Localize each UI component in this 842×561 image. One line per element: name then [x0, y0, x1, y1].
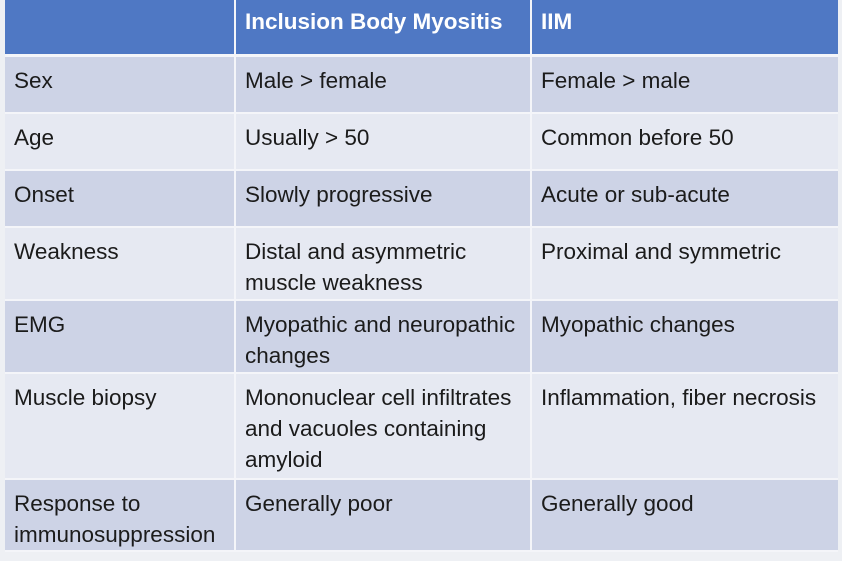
comparison-table	[5, 0, 838, 552]
ibm-cell: Usually > 50	[236, 114, 532, 171]
table-row-response	[5, 480, 838, 552]
iim-cell: Myopathic changes	[532, 301, 838, 374]
ibm-cell: Myopathic and neuropathic changes	[236, 301, 532, 374]
iim-cell: Common before 50	[532, 114, 838, 171]
feature-cell: Age	[5, 114, 236, 171]
table-row-sex	[5, 57, 838, 114]
table-row-weakness	[5, 228, 838, 301]
table-row-onset	[5, 171, 838, 228]
header-iim: IIM	[532, 0, 838, 57]
iim-cell: Acute or sub-acute	[532, 171, 838, 228]
header-row	[5, 0, 838, 57]
header-ibm: Inclusion Body Myositis	[236, 0, 532, 57]
ibm-cell: Generally poor	[236, 480, 532, 552]
iim-cell: Inflammation, fiber necrosis	[532, 374, 838, 480]
feature-cell: Sex	[5, 57, 236, 114]
feature-cell: Muscle biopsy	[5, 374, 236, 480]
ibm-cell: Slowly progressive	[236, 171, 532, 228]
feature-cell: Response to immunosuppression	[5, 480, 236, 552]
header-feature	[5, 0, 236, 57]
feature-cell: Weakness	[5, 228, 236, 301]
iim-cell: Generally good	[532, 480, 838, 552]
feature-cell: Onset	[5, 171, 236, 228]
ibm-cell: Mononuclear cell infiltrates and vacuoles containing amyloid	[236, 374, 532, 480]
table-row-emg	[5, 301, 838, 374]
table-row-age	[5, 114, 838, 171]
iim-cell: Female > male	[532, 57, 838, 114]
table-row-muscle-biopsy	[5, 374, 838, 480]
ibm-cell: Male > female	[236, 57, 532, 114]
iim-cell: Proximal and symmetric	[532, 228, 838, 301]
feature-cell: EMG	[5, 301, 236, 374]
ibm-cell: Distal and asymmetric muscle weakness	[236, 228, 532, 301]
